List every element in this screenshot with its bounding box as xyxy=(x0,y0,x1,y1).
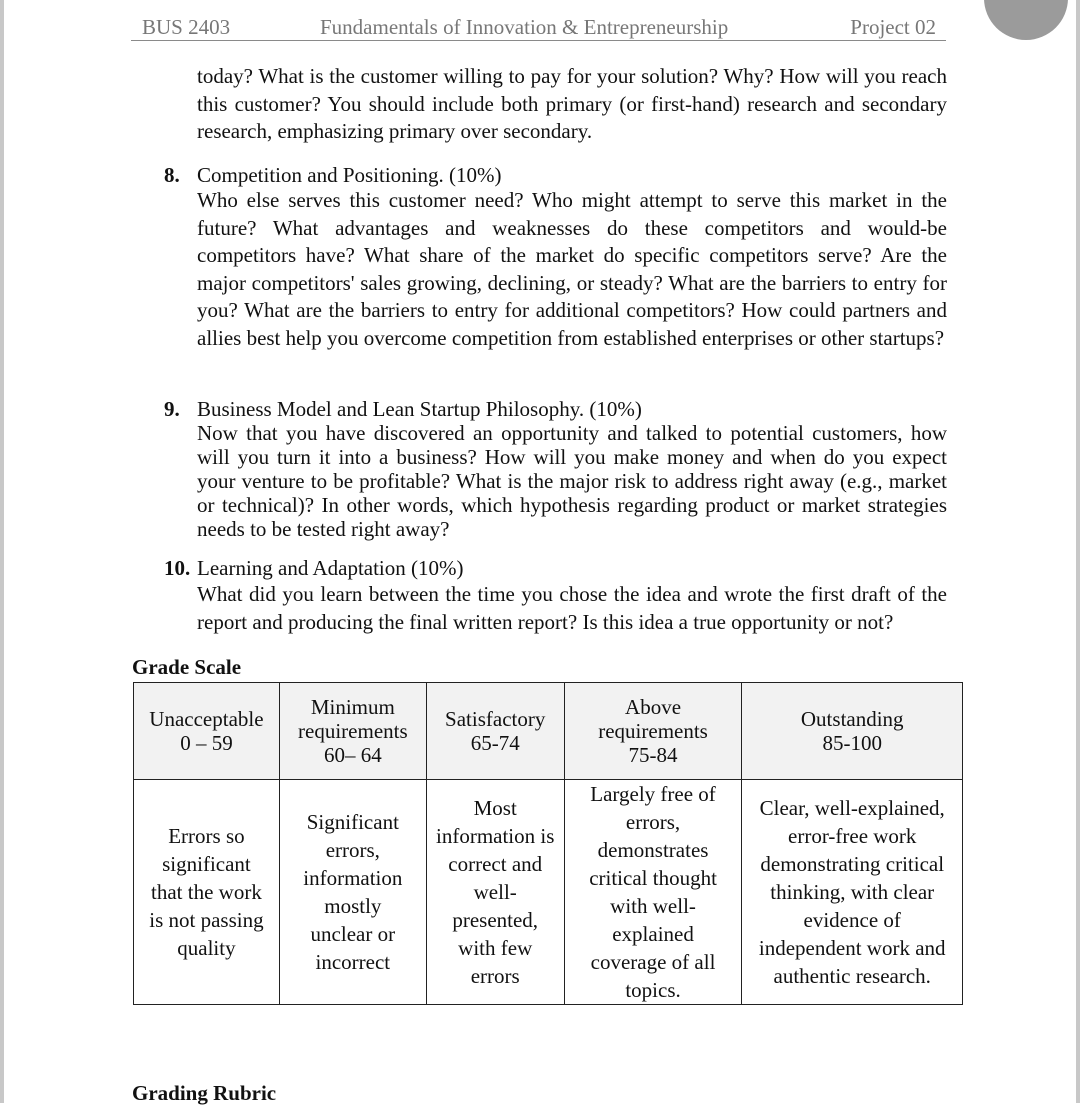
grade-level-name: Outstanding xyxy=(800,707,904,731)
grade-header-minimum xyxy=(279,683,426,780)
section-title: Business Model and Lean Startup Philosophy. (10%) xyxy=(197,397,642,421)
section-number: 9. xyxy=(164,397,180,421)
grade-range: 65-74 xyxy=(470,731,520,755)
grade-header-row xyxy=(134,683,963,780)
grade-level-name: Unacceptable xyxy=(149,707,264,731)
grade-level-name: requirements xyxy=(598,719,708,743)
grade-scale-table xyxy=(133,682,963,1005)
grade-description-unacceptable: Errors so significant that the work is not passing quality xyxy=(134,780,280,1005)
section-number: 10. xyxy=(164,556,191,580)
section-number: 8. xyxy=(164,163,180,187)
section-body: Who else serves this customer need? Who might attempt to serve this market in the future? What advantages and weaknesses do these competitors and would-be competitors have? What share of the market do specific competitors serve? Are the major competitors' sales growing, declining, or steady? What are the barriers to entry for you? What are the barriers to entry for additional competitors? How could partners and allies best help you overcome competition from established enterprises or other startups? xyxy=(197,188,947,350)
grade-description-row xyxy=(134,780,963,1005)
grade-range: 0 – 59 xyxy=(180,731,233,755)
grade-description-outstanding: Clear, well-explained, error-free work demonstrating critical thinking, with clear evidence of independent work and authentic research. xyxy=(742,780,963,1005)
grade-range: 85-100 xyxy=(822,731,882,755)
intro-paragraph: today? What is the customer willing to pay for your solution? Why? How will you reach this customer? You should include both primary (or first-hand) research and secondary research, emphasizing primary over secondary. xyxy=(197,64,947,143)
viewer-left-border xyxy=(0,0,4,1103)
viewer-scrollbar-track[interactable] xyxy=(1076,0,1080,1103)
grade-level-name: Satisfactory xyxy=(445,707,546,731)
grade-header-outstanding xyxy=(742,683,963,780)
grading-rubric-heading: Grading Rubric xyxy=(132,1081,277,1105)
grade-header-unacceptable xyxy=(134,683,280,780)
section-title: Competition and Positioning. (10%) xyxy=(197,163,502,187)
page-header xyxy=(131,14,946,41)
grade-description-minimum: Significant errors, information mostly unclear or incorrect xyxy=(279,780,426,1005)
project-label: Project 02 xyxy=(850,15,936,39)
grade-range: 75-84 xyxy=(628,743,678,767)
section-body: What did you learn between the time you chose the idea and wrote the first draft of the report and producing the final written report? Is this idea a true opportunity or not? xyxy=(197,582,947,634)
grade-description-satisfactory: Most information is correct and well-presented, with few errors xyxy=(426,780,564,1005)
section-title: Learning and Adaptation (10%) xyxy=(197,556,464,580)
grade-header-satisfactory xyxy=(426,683,564,780)
grade-header-above xyxy=(564,683,742,780)
floating-action-circle[interactable] xyxy=(984,0,1068,40)
grade-scale-heading: Grade Scale xyxy=(132,655,242,679)
course-title: Fundamentals of Innovation & Entrepreneurship xyxy=(320,15,729,39)
grade-range: 60– 64 xyxy=(323,743,382,767)
grade-description-above: Largely free of errors, demonstrates critical thought with well-explained coverage of all topics. xyxy=(564,780,742,1005)
section-body: Now that you have discovered an opportunity and talked to potential customers, how will you turn it into a business? How will you make money and when do you expect your venture to be profitable? What is the major risk to address right away (e.g., market or technical)? In other words, which hypothesis regarding product or market strategies needs to be tested right away? xyxy=(197,421,947,541)
grade-level-name: requirements xyxy=(298,719,408,743)
grade-level-name: Above xyxy=(625,695,682,719)
grade-level-name: Minimum xyxy=(310,695,395,719)
course-code: BUS 2403 xyxy=(142,15,231,39)
